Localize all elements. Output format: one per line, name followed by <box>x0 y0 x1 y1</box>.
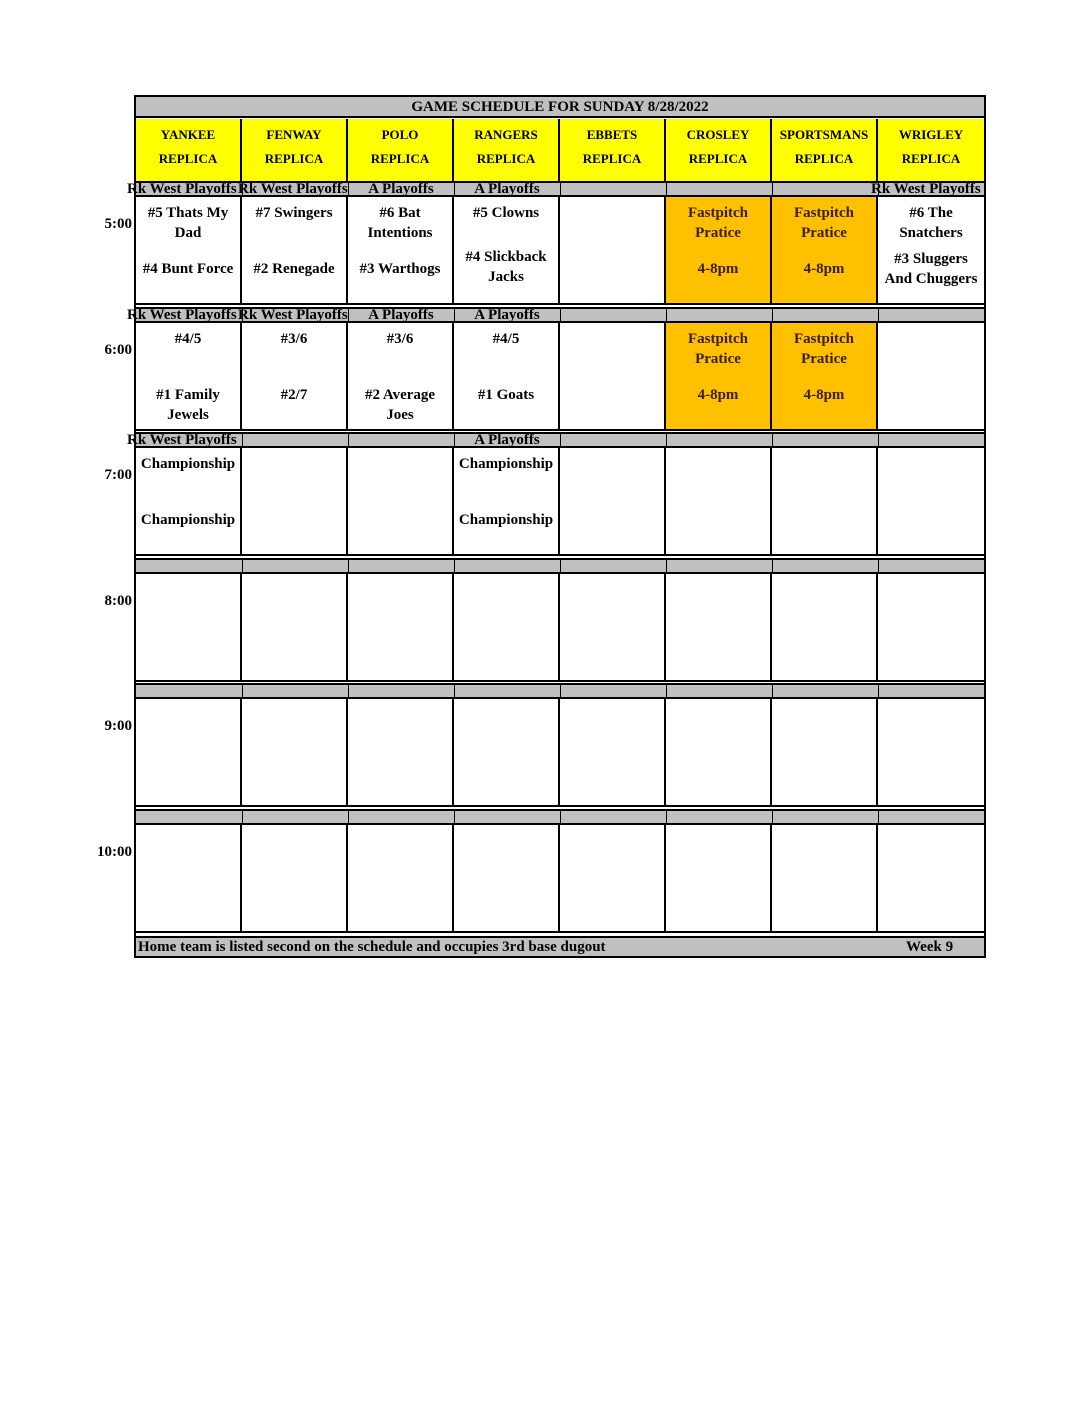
practice-cell <box>772 323 878 431</box>
game-cell <box>242 825 348 933</box>
band-divider <box>242 809 348 825</box>
game-cell <box>242 574 348 682</box>
home-team: #2 Average Joes <box>364 387 436 423</box>
away-team: #4/5 <box>174 331 202 347</box>
home-team: #2/7 <box>280 387 308 403</box>
game-cell <box>560 574 666 682</box>
field-name: POLO <box>381 127 419 142</box>
field-name: CROSLEY <box>686 127 750 142</box>
game-cell <box>878 574 984 682</box>
band-divider <box>878 683 984 699</box>
game-cell <box>136 323 242 431</box>
band-divider <box>878 432 984 448</box>
game-cell <box>348 448 454 556</box>
division-label: Rk West Playoffs <box>238 182 348 197</box>
practice-label: Fastpitch Pratice <box>794 205 854 241</box>
band-divider <box>560 432 666 448</box>
game-cell <box>454 197 560 305</box>
band-divider <box>560 558 666 574</box>
away-team: #6 Bat Intentions <box>367 205 433 241</box>
field-name: EBBETS <box>586 127 638 142</box>
game-cell <box>560 825 666 933</box>
game-cell <box>454 699 560 807</box>
game-cell <box>878 197 984 305</box>
division-label: A Playoffs <box>474 307 540 323</box>
band-divider <box>242 558 348 574</box>
game-cell <box>666 699 772 807</box>
band-divider <box>666 432 772 448</box>
game-cell <box>136 197 242 305</box>
band-divider <box>666 558 772 574</box>
band-divider <box>772 307 878 323</box>
band-divider <box>772 809 878 825</box>
field-name: RANGERS <box>474 127 538 142</box>
game-cell <box>560 323 666 431</box>
field-subtitle: REPLICA <box>264 151 324 166</box>
home-team: #4 Slickback Jacks <box>465 249 547 285</box>
practice-hours: 4-8pm <box>697 261 739 277</box>
field-header <box>242 119 348 181</box>
field-name: FENWAY <box>266 127 322 142</box>
time-slot-label: 7:00 <box>104 467 132 483</box>
field-header <box>666 119 772 181</box>
field-header <box>772 119 878 181</box>
away-team: #5 Clowns <box>472 205 540 221</box>
game-cell <box>878 699 984 807</box>
band-divider <box>666 307 772 323</box>
field-header <box>878 119 984 181</box>
division-label: Rk West Playoffs <box>127 182 237 197</box>
field-subtitle: REPLICA <box>158 151 218 166</box>
game-cell <box>772 699 878 807</box>
field-subtitle: REPLICA <box>582 151 642 166</box>
away-team: #6 The Snatchers <box>899 205 963 241</box>
division-label: Rk West Playoffs <box>127 433 237 448</box>
game-cell <box>136 448 242 556</box>
band-divider <box>348 432 454 448</box>
schedule-footer <box>136 936 984 956</box>
game-cell <box>242 197 348 305</box>
time-slot-label: 10:00 <box>97 844 132 860</box>
game-cell <box>242 448 348 556</box>
band-divider <box>136 809 242 825</box>
band-divider <box>666 683 772 699</box>
home-team: Championship <box>140 512 236 528</box>
band-divider <box>560 181 666 197</box>
game-cell <box>454 323 560 431</box>
band-divider <box>348 809 454 825</box>
game-cell <box>772 448 878 556</box>
away-team: Championship <box>458 456 554 472</box>
field-name: YANKEE <box>160 127 216 142</box>
game-cell <box>136 699 242 807</box>
game-cell <box>242 323 348 431</box>
band-divider <box>666 181 772 197</box>
practice-cell <box>772 197 878 305</box>
division-label: A Playoffs <box>474 181 540 197</box>
practice-label: Fastpitch Pratice <box>688 205 748 241</box>
band-divider <box>242 432 348 448</box>
band-divider <box>136 683 242 699</box>
band-divider <box>136 558 242 574</box>
field-header <box>560 119 666 181</box>
field-name: WRIGLEY <box>898 127 964 142</box>
game-cell <box>878 825 984 933</box>
band-divider <box>560 683 666 699</box>
week-label: Week 9 <box>906 939 954 955</box>
division-label: A Playoffs <box>368 181 434 197</box>
band-divider <box>242 683 348 699</box>
game-cell <box>348 825 454 933</box>
game-cell <box>242 699 348 807</box>
home-team: #2 Renegade <box>253 261 335 277</box>
division-label: Rk West Playoffs <box>238 308 348 323</box>
field-name: SPORTSMANS <box>779 127 869 142</box>
away-team: #3/6 <box>280 331 308 347</box>
division-label: A Playoffs <box>474 432 540 448</box>
away-team: #4/5 <box>492 331 520 347</box>
field-subtitle: REPLICA <box>901 151 961 166</box>
field-subtitle: REPLICA <box>476 151 536 166</box>
game-cell <box>878 448 984 556</box>
band-divider <box>772 558 878 574</box>
game-cell <box>136 825 242 933</box>
band-divider <box>666 809 772 825</box>
practice-hours: 4-8pm <box>803 387 845 403</box>
game-cell <box>348 323 454 431</box>
band-divider <box>454 558 560 574</box>
practice-hours: 4-8pm <box>697 387 739 403</box>
game-cell <box>772 825 878 933</box>
home-team: #3 Warthogs <box>359 261 441 277</box>
band-divider <box>454 809 560 825</box>
time-slot-label: 8:00 <box>104 593 132 609</box>
home-team: #1 Family Jewels <box>156 387 220 423</box>
game-cell <box>666 825 772 933</box>
band-divider <box>878 307 984 323</box>
game-cell <box>560 448 666 556</box>
game-cell <box>454 574 560 682</box>
game-cell <box>560 699 666 807</box>
game-cell <box>454 825 560 933</box>
field-header <box>454 119 560 181</box>
game-cell <box>560 197 666 305</box>
away-team: #3/6 <box>386 331 414 347</box>
band-divider <box>454 683 560 699</box>
field-header <box>136 119 242 181</box>
practice-cell <box>666 197 772 305</box>
game-cell <box>878 323 984 431</box>
schedule-title: GAME SCHEDULE FOR SUNDAY 8/28/2022 <box>136 97 984 118</box>
band-divider <box>878 558 984 574</box>
practice-label: Fastpitch Pratice <box>688 331 748 367</box>
home-team-note: Home team is listed second on the schedule and occupies 3rd base dugout <box>138 939 606 955</box>
time-slot-label: 5:00 <box>104 216 132 232</box>
division-label: A Playoffs <box>368 307 434 323</box>
division-label: Rk West Playoffs <box>127 308 237 323</box>
field-subtitle: REPLICA <box>370 151 430 166</box>
practice-cell <box>666 323 772 431</box>
band-divider <box>560 307 666 323</box>
home-team: #3 Sluggers And Chuggers <box>884 251 978 287</box>
home-team: #1 Goats <box>477 387 535 403</box>
division-label: Rk West Playoffs <box>871 182 981 197</box>
practice-label: Fastpitch Pratice <box>794 331 854 367</box>
away-team: Championship <box>140 456 236 472</box>
field-header <box>348 119 454 181</box>
time-slot-label: 9:00 <box>104 718 132 734</box>
band-divider <box>560 809 666 825</box>
time-slot-label: 6:00 <box>104 342 132 358</box>
band-divider <box>772 181 878 197</box>
band-divider <box>878 809 984 825</box>
home-team: Championship <box>458 512 554 528</box>
game-cell <box>348 699 454 807</box>
home-team: #4 Bunt Force <box>142 261 234 277</box>
field-subtitle: REPLICA <box>794 151 854 166</box>
band-divider <box>348 683 454 699</box>
game-cell <box>454 448 560 556</box>
game-cell <box>348 197 454 305</box>
band-divider <box>772 432 878 448</box>
band-divider <box>772 683 878 699</box>
away-team: #7 Swingers <box>255 205 333 221</box>
band-divider <box>348 558 454 574</box>
game-cell <box>348 574 454 682</box>
away-team: #5 Thats My Dad <box>147 205 229 241</box>
game-cell <box>136 574 242 682</box>
game-cell <box>666 448 772 556</box>
game-cell <box>772 574 878 682</box>
game-cell <box>666 574 772 682</box>
practice-hours: 4-8pm <box>803 261 845 277</box>
field-subtitle: REPLICA <box>688 151 748 166</box>
